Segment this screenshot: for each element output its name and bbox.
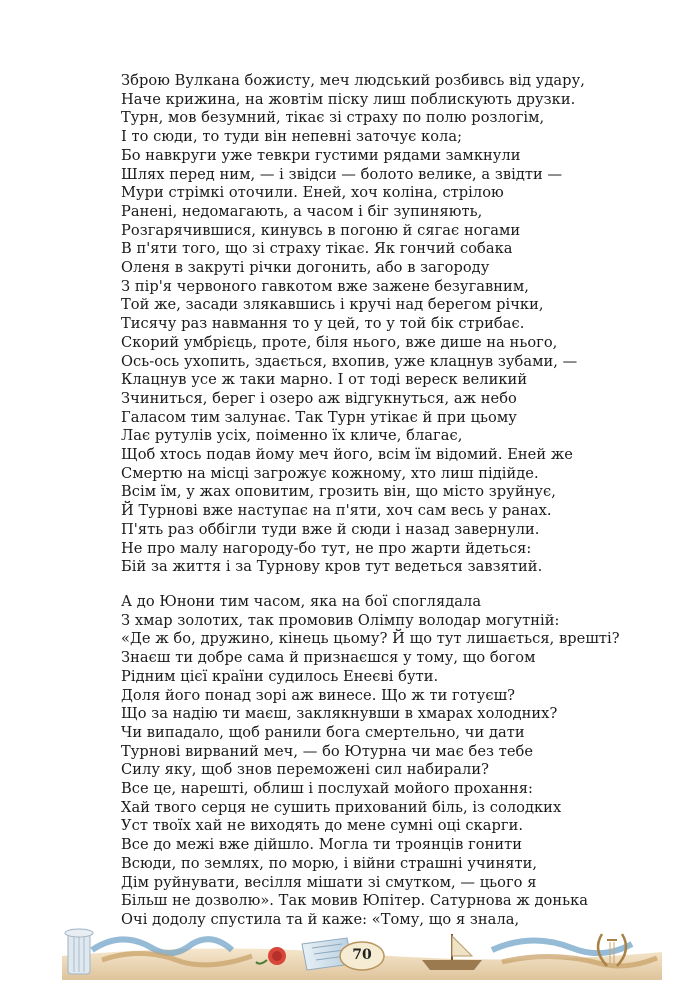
poem-line: Мури стрімкі оточили. Еней, хоч коліна, стрілою: [121, 184, 504, 202]
poem-line: Смертю на місці загрожує кожному, хто лиш підійде.: [121, 464, 539, 482]
poem-line: Хай твого серця не сушить прихований біль, із солодких: [121, 798, 562, 816]
poem-line: Уст твоїх хай не виходять до мене сумні оці скарги.: [121, 817, 524, 835]
poem-line: І то сюди, то туди він непевні заточує кола;: [121, 128, 463, 146]
poem-line: Турн, мов безумний, тікає зі страху по полю розлогім,: [121, 109, 545, 127]
poem-line: Силу яку, щоб знов переможені сил набирали?: [121, 761, 490, 779]
poem-line: Галасом тим залунає. Так Турн утікає й при цьому: [121, 408, 517, 426]
stanza-1: [121, 72, 661, 577]
poem-line: Знаєш ти добре сама й признаєшся у тому, що богом: [121, 649, 536, 667]
poem-line: Зброю Вулкана божисту, меч людський розбивсь від удару,: [121, 72, 585, 89]
poem-text: [121, 72, 661, 930]
page-footer: [62, 920, 662, 980]
poem-line: Чи випадало, щоб ранили бога смертельно, чи дати: [121, 723, 525, 741]
poem-line: Не про малу нагороду-бо тут, не про жарти йдеться:: [121, 539, 532, 557]
poem-line: В п'яти того, що зі страху тікає. Як гончий собака: [121, 240, 513, 258]
poem-line: Й Турнові вже наступає на п'яти, хоч сам весь у ранах.: [121, 502, 552, 520]
poem-line: Скорий умбрієць, проте, біля нього, вже дише на нього,: [121, 333, 558, 351]
poem-line: Всім їм, у жах оповитим, грозить він, що місто зруйнує,: [121, 483, 556, 501]
poem-line: Ранені, недомагають, а часом і біг зупиняють,: [121, 202, 483, 220]
poem-line: Що за надію ти маєш, заклякнувши в хмарах холодних?: [121, 705, 558, 723]
poem-line: Шлях перед ним, — і звідси — болото велике, а звідти —: [121, 165, 563, 183]
poem-line: Тисячу раз навмання то у цей, то у той бік стрибає.: [121, 315, 525, 333]
poem-line: Доля його понад зорі аж винесе. Що ж ти готуєш?: [121, 686, 516, 704]
poem-line: Щоб хтось подав йому меч його, всім їм відомий. Еней же: [121, 446, 573, 464]
poem-line: Оленя в закруті річки догонить, або в загороду: [121, 259, 490, 277]
poem-line: З хмар золотих, так промовив Олімпу володар могутній:: [121, 611, 560, 629]
poem-line: Бій за життя і за Турнову кров тут ведеться завзятий.: [121, 558, 543, 576]
poem-line: Всюди, по землях, по морю, і війни страшні учиняти,: [121, 854, 538, 872]
poem-line: Зчиниться, берег і озеро аж відгукнуться, аж небо: [121, 389, 517, 407]
page-number: 70: [352, 947, 372, 963]
poem-line: Все до межі вже дійшло. Могла ти троянців гонити: [121, 836, 523, 854]
poem-line: Бо навкруги уже тевкри густими рядами замкнули: [121, 146, 521, 164]
poem-line: З пір'я червоного гавкотом вже зажене безугавним,: [121, 277, 529, 295]
stanza-2: [121, 593, 661, 930]
poem-line: Ось-ось ухопить, здається, вхопив, уже клацнув зубами, —: [121, 352, 578, 370]
poem-line: Розгарячившися, кинувсь в погоню й сягає ногами: [121, 221, 521, 239]
poem-line: Турнові вирваний меч, — бо Ютурна чи має без тебе: [121, 742, 534, 760]
poem-line: «Де ж бо, дружино, кінець цьому? Й що тут лишається, врешті?: [121, 630, 620, 648]
poem-line: Все це, нарешті, облиш і послухай мойого прохання:: [121, 780, 533, 798]
poem-line: А до Юнони тим часом, яка на бої споглядала: [121, 592, 482, 610]
poem-line: Лає рутулів усіх, поіменно їх кличе, благає,: [121, 427, 463, 445]
poem-line: Наче крижина, на жовтім піску лиш поблискують друзки.: [121, 90, 576, 108]
poem-line: Дім руйнувати, весілля мішати зі смутком, — цього я: [121, 873, 537, 891]
poem-line: Очі додолу спустила та й каже: «Тому, що я знала,: [121, 910, 520, 928]
poem-line: Рідним цієї країни судилось Енеєві бути.: [121, 667, 439, 685]
poem-line: Більш не дозволю». Так мовив Юпітер. Сатурнова ж донька: [121, 892, 589, 910]
poem-line: П'ять раз оббігли туди вже й сюди і назад завернули.: [121, 520, 540, 538]
poem-line: Той же, засади злякавшись і кручі над берегом річки,: [121, 296, 544, 314]
poem-line: Клацнув усе ж таки марно. І от тоді вереск великий: [121, 371, 528, 389]
